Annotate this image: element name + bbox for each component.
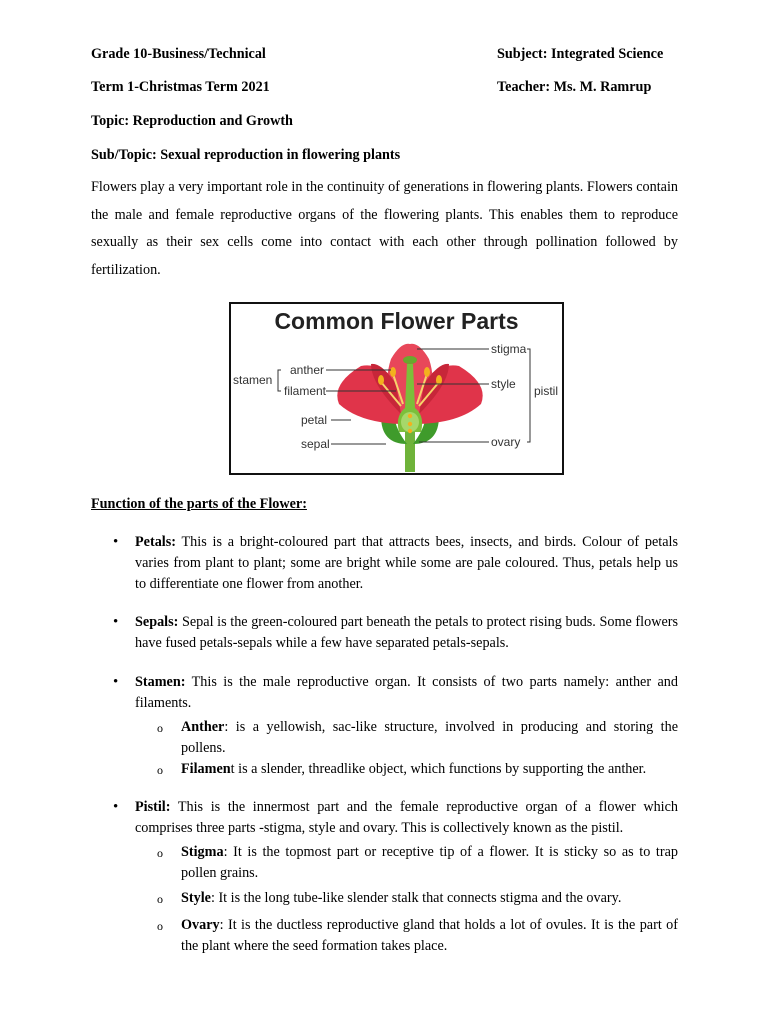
filament-text: t is a slender, threadlike object, which functions by supporting the anther.: [230, 761, 647, 777]
label-filament: filament: [284, 384, 327, 398]
pistil-item: [135, 797, 678, 839]
sub-bullet-dot: o: [157, 919, 163, 933]
topic-label: Topic: Reproduction and Growth: [91, 113, 293, 129]
pistil-term: Pistil:: [135, 799, 171, 815]
petals-term: Petals:: [135, 534, 176, 550]
subject-label: Subject: Integrated Science: [497, 46, 664, 62]
pistil-text: This is the innermost part and the female reproductive organ of a flower which comprises three parts -stigma, style and ovary. This is collectively known as the pistil.: [135, 799, 678, 836]
label-stigma: stigma: [491, 342, 527, 356]
sepals-item: [135, 612, 678, 654]
anther-shape: [390, 367, 396, 377]
label-sepal: sepal: [301, 437, 330, 451]
bullet-dot: •: [113, 534, 119, 550]
sepals-text: Sepal is the green-coloured part beneath the petals to protect rising buds. Some flowers have fused petals-sepals while a few have separated petals-sepals.: [135, 614, 678, 651]
ovary-text: : It is the ductless reproductive gland that holds a lot of ovules. It is the part of the plant where the seed formation takes place.: [181, 917, 678, 954]
label-pistil: pistil: [534, 384, 559, 398]
sub-bullet-dot: o: [157, 763, 163, 777]
ovary-item: [181, 915, 678, 956]
sub-bullet-dot: o: [157, 892, 163, 906]
term-label: Term 1-Christmas Term 2021: [91, 79, 270, 95]
bullet-dot: •: [113, 614, 119, 630]
stigma-term: Stigma: [181, 844, 224, 860]
stigma-item: [181, 842, 678, 883]
sub-bullet-dot: o: [157, 721, 163, 735]
stamen-term: Stamen:: [135, 674, 186, 690]
petals-item: [135, 532, 678, 595]
stamen-text: This is the male reproductive organ. It consists of two parts namely: anther and filaments.: [135, 674, 678, 711]
flower-diagram: [231, 304, 562, 473]
anther-item: [181, 717, 678, 758]
stigma-shape: [403, 356, 417, 364]
filament-item: [181, 759, 678, 780]
style-term: Style: [181, 890, 211, 906]
stigma-text: : It is the topmost part or receptive tip of a flower. It is sticky so as to trap pollen grains.: [181, 844, 678, 881]
subtopic-label: Sub/Topic: Sexual reproduction in flowering plants: [91, 147, 401, 163]
label-petal: petal: [301, 413, 328, 427]
label-stamen: stamen: [233, 373, 273, 387]
filament-term: Filamen: [181, 761, 231, 777]
functions-title: Function of the parts of the Flower:: [91, 496, 307, 512]
style-item: [181, 888, 678, 909]
anther-term: Anther: [181, 719, 225, 735]
petals-text: This is a bright-coloured part that attracts bees, insects, and birds. Colour of petals varies from plant to plant; some are bright while some are pale coloured. Thus, petals help us to differentiate one flower from another.: [135, 534, 678, 592]
label-style: style: [491, 377, 516, 391]
bullet-dot: •: [113, 674, 119, 690]
teacher-label: Teacher: Ms. M. Ramrup: [497, 79, 652, 95]
label-ovary: ovary: [491, 435, 521, 449]
style-text: : It is the long tube-like slender stalk that connects stigma and the ovary.: [210, 890, 622, 906]
grade-label: Grade 10-Business/Technical: [91, 46, 266, 62]
anther-text: : is a yellowish, sac-like structure, involved in producing and storing the pollens.: [181, 719, 678, 756]
figure-title: Common Flower Parts: [274, 308, 519, 334]
sub-bullet-dot: o: [157, 846, 163, 860]
ovary-term: Ovary: [181, 917, 220, 933]
label-anther: anther: [290, 363, 325, 377]
stamen-item: [135, 672, 678, 714]
intro-paragraph: Flowers play a very important role in the continuity of generations in flowering plants. Flowers contain the male and female reproductive organs of the flowering plants. This enables them to reproduce sexually as their sex cells come into contact with each other through pollination followed by fertilization.: [91, 179, 678, 278]
bullet-dot: •: [113, 799, 119, 815]
flower-parts-figure: [229, 302, 564, 475]
sepals-term: Sepals:: [135, 614, 179, 630]
